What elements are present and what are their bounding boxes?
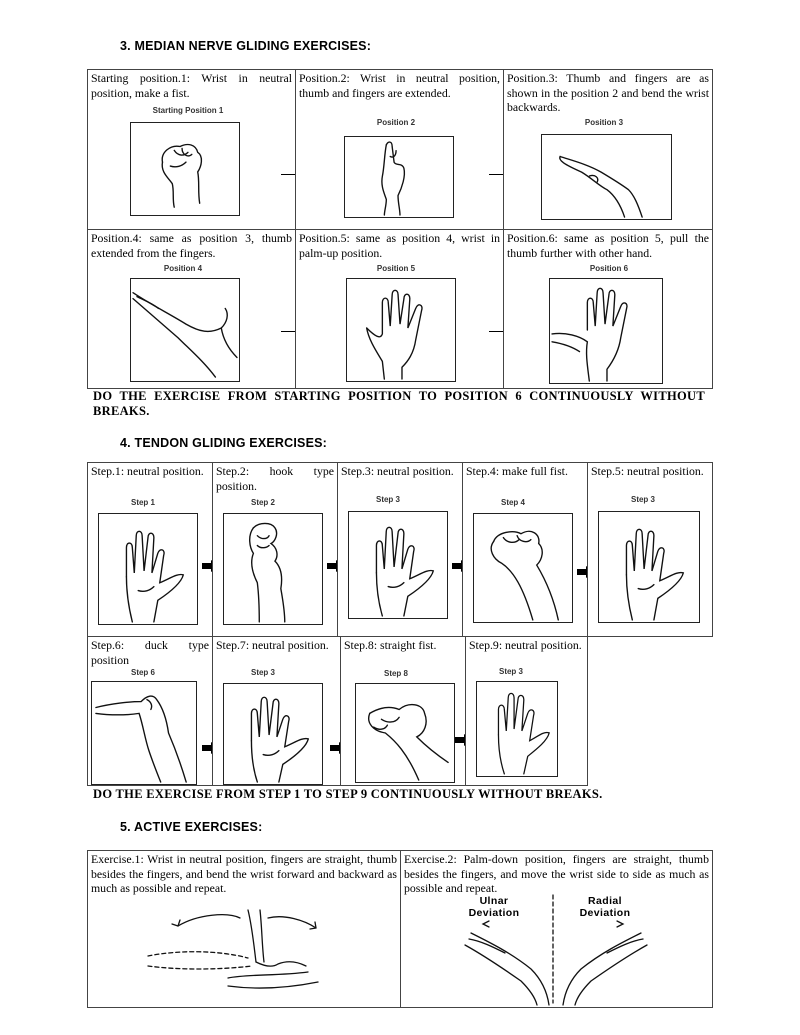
median-cell-2: [295, 69, 504, 230]
figure-caption: Position 4: [163, 264, 203, 273]
cell-text: Step.3: neutral position.: [341, 464, 454, 478]
tendon-cell-2: [212, 462, 338, 637]
wrist-extension-icon: [541, 134, 672, 220]
cell-text: Position.6: same as position 5, pull the thumb further with other hand.: [507, 231, 709, 260]
figure-caption: Step 3: [250, 668, 275, 677]
cell-text: Step.8: straight fist.: [344, 638, 437, 652]
tendon-cell-8: [340, 636, 466, 786]
figure-caption: Position 5: [376, 264, 416, 273]
tendon-cell-3: [337, 462, 463, 637]
cell-text: Exercise.1: Wrist in neutral position, fingers are straight, thumb besides the fingers, and bend the wrist forward and backward as much as possible and repeat.: [91, 852, 397, 895]
thumb-stretch-icon: [549, 278, 663, 384]
median-cell-1: [87, 69, 296, 230]
tendon-cell-6: [87, 636, 213, 786]
wrist-deviation-icon: [451, 893, 671, 1007]
cell-text: Step.9: neutral position.: [469, 638, 582, 652]
tendon-cell-7: [212, 636, 341, 786]
figure-caption: Position 2: [376, 118, 416, 127]
neutral-hand-icon: [98, 513, 198, 625]
straight-fist-icon: [355, 683, 455, 783]
thumb-extended-icon: [130, 278, 240, 382]
section-3-note: DO THE EXERCISE FROM STARTING POSITION TO POSITION 6 CONTINUOUSLY WITHOUT BREAKS.: [93, 389, 705, 418]
neutral-hand-icon: [598, 511, 700, 623]
wrist-flexion-icon: [128, 906, 358, 1006]
neutral-hand-icon: [223, 683, 323, 785]
median-cell-3: [503, 69, 713, 230]
figure-caption: Step 3: [630, 495, 655, 504]
figure-caption: Step 3: [375, 495, 400, 504]
active-cell-2: [400, 850, 713, 1008]
neutral-hand-icon: [476, 681, 558, 777]
tendon-cell-1: [87, 462, 213, 637]
ulnar-deviation-label: Ulnar Deviation: [468, 895, 520, 919]
figure-caption: Step 2: [250, 498, 275, 507]
cell-text: Step.7: neutral position.: [216, 638, 329, 652]
active-cell-1: [87, 850, 401, 1008]
figure-caption: Position 6: [589, 264, 629, 273]
cell-text: Step.4: make full fist.: [466, 464, 568, 478]
neutral-hand-icon: [348, 511, 448, 619]
median-cell-6: [503, 229, 713, 389]
cell-text: Position.2: Wrist in neutral position, thumb and fingers are extended.: [299, 71, 500, 100]
section-3-heading: 3. MEDIAN NERVE GLIDING EXERCISES:: [120, 39, 372, 53]
figure-caption: Step 4: [500, 498, 525, 507]
figure-caption: Step 6: [130, 668, 155, 677]
duck-hand-icon: [91, 681, 197, 785]
cell-text: Step.1: neutral position.: [91, 464, 204, 478]
radial-deviation-label: Radial Deviation: [579, 895, 631, 919]
figure-caption: Step 3: [498, 667, 523, 676]
cell-text: Exercise.2: Palm-down position, fingers are straight, thumb besides the fingers, and move the wrist side to side as much as possible and repeat.: [404, 852, 709, 895]
figure-caption: Step 8: [383, 669, 408, 678]
tendon-cell-4: [462, 462, 588, 637]
tendon-cell-5: [587, 462, 713, 637]
cell-text: Step.6: duck type position: [91, 638, 209, 667]
figure-caption: Step 1: [130, 498, 155, 507]
figure-caption: Position 3: [584, 118, 624, 127]
tendon-cell-9: [465, 636, 588, 786]
cell-text: Step.2: hook type position.: [216, 464, 334, 493]
fist-icon: [130, 122, 240, 216]
cell-text: Starting position.1: Wrist in neutral position, make a fist.: [91, 71, 292, 100]
cell-text: Step.5: neutral position.: [591, 464, 704, 478]
section-4-note: DO THE EXERCISE FROM STEP 1 TO STEP 9 CONTINUOUSLY WITHOUT BREAKS.: [93, 787, 603, 801]
section-5-heading: 5. ACTIVE EXERCISES:: [120, 820, 263, 834]
cell-text: Position.5: same as position 4, wrist in palm-up position.: [299, 231, 500, 260]
extended-fingers-icon: [344, 136, 454, 218]
median-cell-5: [295, 229, 504, 389]
figure-caption: Starting Position 1: [152, 106, 224, 115]
section-4-heading: 4. TENDON GLIDING EXERCISES:: [120, 436, 328, 450]
median-cell-4: [87, 229, 296, 389]
cell-text: Position.3: Thumb and fingers are as shown in the position 2 and bend the wrist backwards.: [507, 71, 709, 114]
palm-up-icon: [346, 278, 456, 382]
full-fist-icon: [473, 513, 573, 623]
hook-fist-icon: [223, 513, 323, 625]
cell-text: Position.4: same as position 3, thumb extended from the fingers.: [91, 231, 292, 260]
